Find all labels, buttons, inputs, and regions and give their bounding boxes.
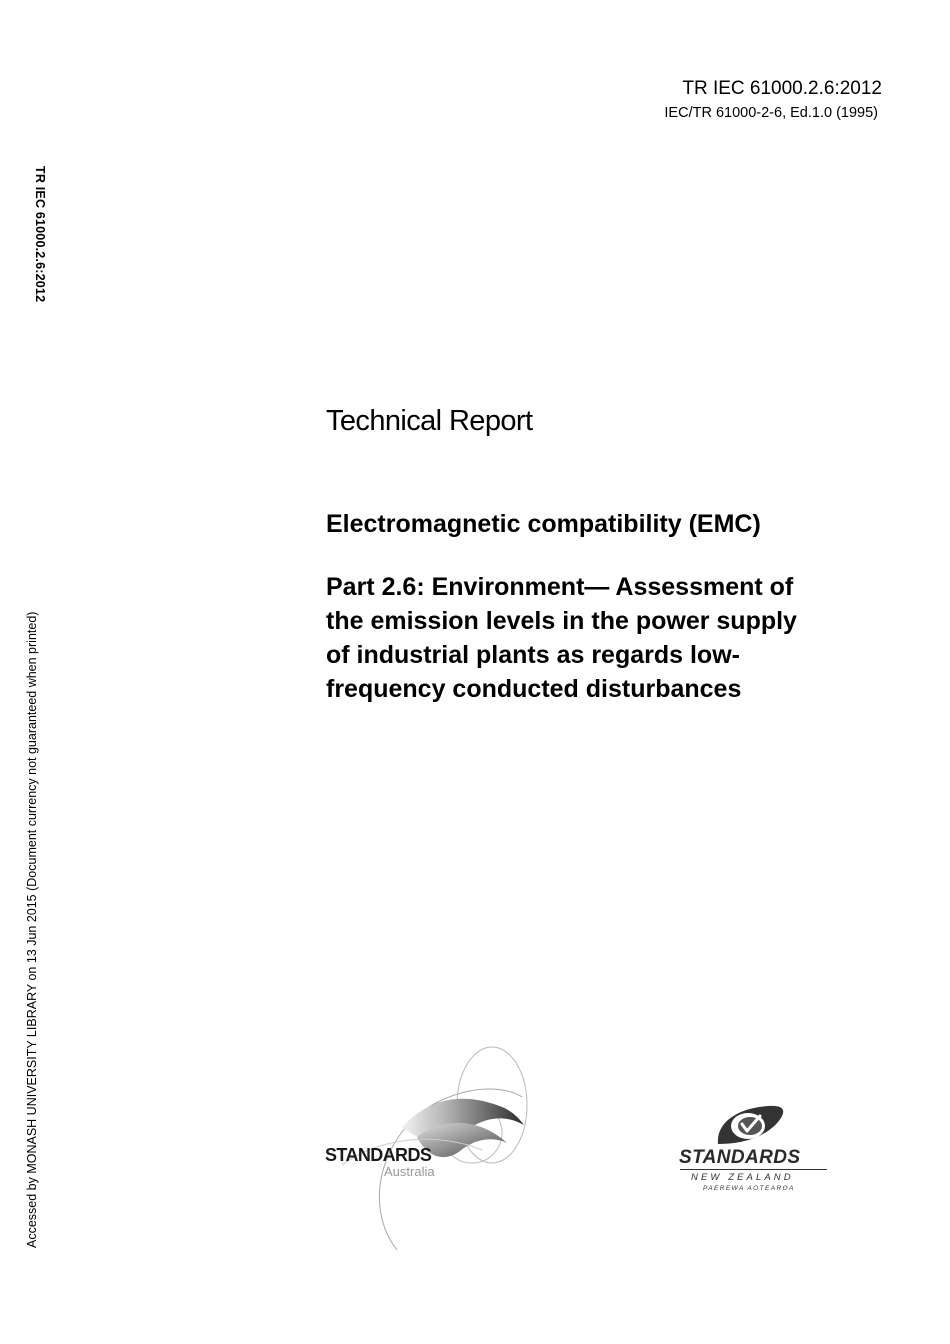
standards-nz-divider bbox=[680, 1169, 827, 1170]
standards-nz-country: NEW ZEALAND bbox=[691, 1172, 794, 1183]
standards-australia-logo bbox=[322, 1045, 542, 1260]
report-type: Technical Report bbox=[326, 405, 533, 437]
standards-nz-wordmark: STANDARDS bbox=[679, 1147, 801, 1168]
document-subtitle bbox=[326, 570, 896, 706]
spine-label: TR IEC 61000.2.6:2012 bbox=[33, 166, 47, 303]
subtitle-line: frequency conducted disturbances bbox=[326, 675, 742, 703]
subtitle-line: Part 2.6: Environment— Assessment of bbox=[326, 573, 794, 601]
standards-nz-emblem-icon bbox=[676, 1102, 830, 1152]
subtitle-line: of industrial plants as regards low- bbox=[326, 641, 740, 669]
subtitle-line: the emission levels in the power supply bbox=[326, 607, 797, 635]
standards-nz-maori-name: PAEREWA AOTEAROA bbox=[703, 1185, 795, 1192]
document-title: Electromagnetic compatibility (EMC) bbox=[326, 510, 761, 538]
standards-nz-logo bbox=[676, 1102, 830, 1194]
standards-australia-subtext: Australia bbox=[384, 1164, 435, 1179]
document-number: TR IEC 61000.2.6:2012 bbox=[682, 78, 882, 99]
access-notice: Accessed by MONASH UNIVERSITY LIBRARY on 13 Jun 2015 (Document currency not guaranteed when printed) bbox=[25, 611, 39, 1248]
standards-australia-wordmark: STANDARDS bbox=[325, 1145, 432, 1165]
document-subnumber: IEC/TR 61000-2-6, Ed.1.0 (1995) bbox=[664, 105, 878, 121]
